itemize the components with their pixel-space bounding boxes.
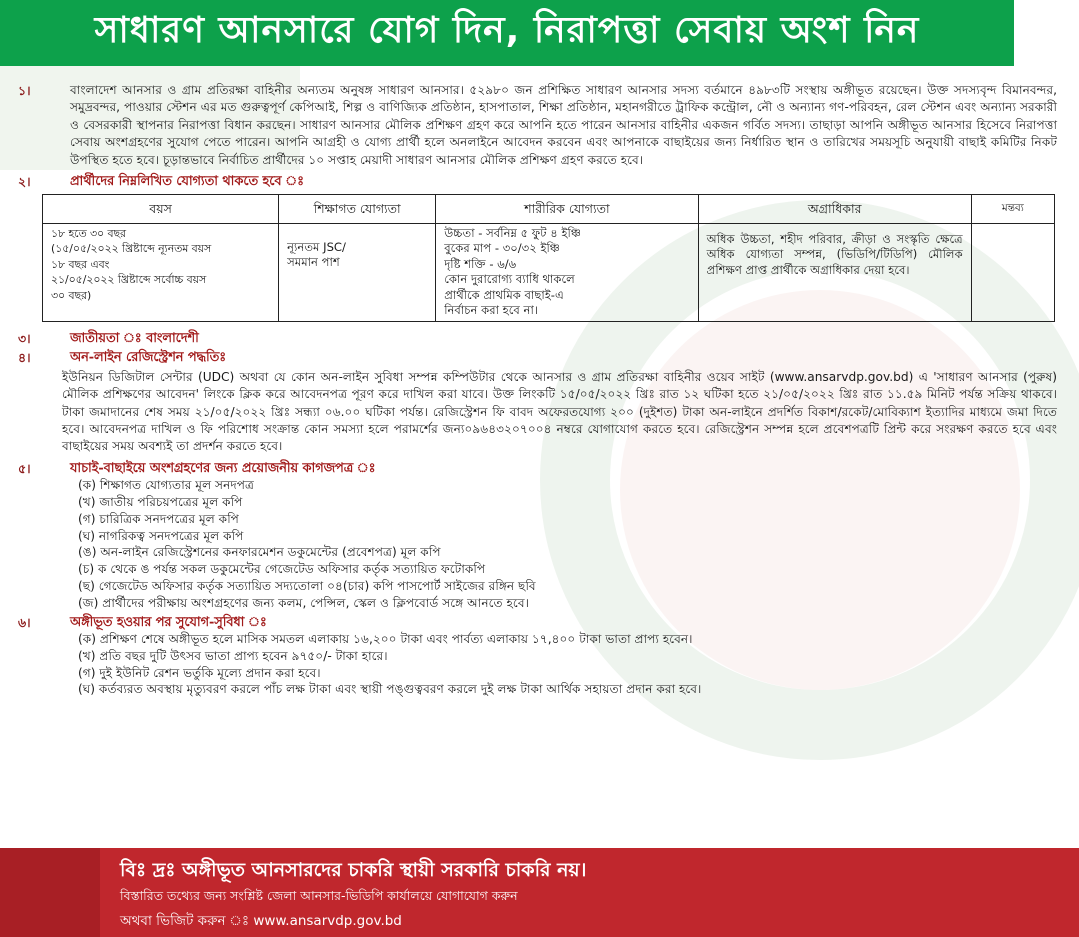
age-line: (১৫/০৫/২০২২ খ্রিষ্টাব্দে ন্যূনতম বয়স <box>51 242 212 256</box>
education-line: ন্যূনতম JSC/ <box>287 239 346 254</box>
physical-line: কোন দুরারোগ্য ব্যাধি থাকলে <box>444 272 575 287</box>
section-6 <box>0 614 1079 631</box>
list-item: (ক) শিক্ষাগত যোগ্যতার মূল সনদপত্র <box>78 478 254 493</box>
list-item: (খ) প্রতি বছর দুটি উৎসব ভাতা প্রাপ্য হবেন ৯৭৫০/- টাকা হারে। <box>78 648 388 663</box>
col-header-education: শিক্ষাগত যোগ্যতা <box>279 195 436 224</box>
age-line: ২১/০৫/২০২২ খ্রিষ্টাব্দে সর্বোচ্চ বয়স <box>51 273 207 287</box>
section-1-text: বাংলাদেশ আনসার ও গ্রাম প্রতিরক্ষা বাহিনীর অন্যতম অনুষঙ্গ সাধারণ আনসার। ৫২৯৮০ জন প্রশিক্ষিত সাধারণ আনসার সদস্য বর্তমানে ৪৯৮৩টি সংস্থায় অঙ্গীভূত রয়েছেন। উক্ত সদস্যবৃন্দ বিমানবন্দর, সমুদ্রবন্দর, পাওয়ার স্টেশন এর মত গুরুত্বপূর্ণ কেপিআই, শিল্প ও বাণিজ্যিক প্রতিষ্ঠান, হাসপাতাল, শিক্ষা প্রতিষ্ঠান, মহানগরীতে ট্রাফিক কন্ট্রোল, নৌ ও অন্যান্য গণ-পরিবহন, রেল স্টেশন এবং অন্যান্য সরকারী ও বেসরকারী স্থাপনার নিরাপত্তা বিধান করছেন। সাধারণ আনসার মৌলিক প্রশিক্ষণ গ্রহণ করে আপনি হতে পারেন আনসার বাহিনীর একজন গর্বিত সদস্য। তাছাড়া আপনি অঙ্গীভূত আনসার হিসেবে নিরাপত্তা সেবায় অংশগ্রহণের সুযোগ পেতে পারেন। আপনি আগ্রহী ও যোগ্য প্রার্থী হলে অনলাইনে আবেদন করবেন এবং আপনাকে বাছাইয়ের জন্য নির্ধারিত স্থান ও তারিখের সময়সূচি অনুযায়ী বাছাই কমিটির নিকট উপস্থিত হতে হবে। চূড়ান্তভাবে নির্বাচিত প্রার্থীদের ১০ সপ্তাহ মেয়াদী সাধারণ আনসার মৌলিক প্রশিক্ষণ গ্রহণ করতে হবে। <box>70 83 1057 167</box>
physical-line: বুকের মাপ - ৩০/৩২ ইঞ্চি <box>444 241 560 256</box>
section-4-body <box>0 369 1079 456</box>
footer-website: অথবা ভিজিট করুন ঃ www.ansarvdp.gov.bd <box>120 913 402 929</box>
footer-left-block <box>0 848 100 937</box>
page-title: সাধারণ আনসারে যোগ দিন, নিরাপত্তা সেবায় অংশ নিন <box>0 0 1014 66</box>
section-4-title: অন-লাইন রেজিস্ট্রেশন পদ্ধতিঃ <box>70 350 227 366</box>
table-row <box>43 223 1055 321</box>
cell-education <box>279 223 436 321</box>
section-number: ৬। <box>18 614 31 630</box>
cell-physical <box>436 223 698 321</box>
cell-age <box>43 223 279 321</box>
section-4-text: ইউনিয়ন ডিজিটাল সেন্টার (UDC) অথবা যে কোন অন-লাইন সুবিধা সম্পন্ন কম্পিউটার থেকে আনসার ও গ্রাম প্রতিরক্ষা বাহিনীর ওয়েব সাইট (www.ansarvdp.gov.bd) এ 'সাধারণ আনসার (পুরুষ) মৌলিক প্রশিক্ষণের আবেদন' লিংকে ক্লিক করে আবেদনপত্র পূরণ করে দাখিল করা যাবে। উক্ত লিংকটি ১৫/০৫/২০২২ খ্রিঃ রাত ১২ ঘটিকা হতে ২১/০৫/২০২২ খ্রিঃ রাত ১১.৫৯ মিনিট পর্যন্ত সক্রিয় থাকবে। টাকা জমাদানের শেষ সময় ২১/০৫/২০২২ খ্রিঃ সন্ধ্যা ০৬.০০ ঘটিকা পর্যন্ত। রেজিস্ট্রেশন ফি বাবদ অফেরতযোগ্য ২০০ (দুইশত) টাকা অন-লাইনে প্রদর্শিত বিকাশ/রকেট/মোবিক্যাশ ইত্যাদির মাধ্যমে জমা দিতে হবে। আবেদনপত্র দাখিল ও ফি পরিশোধ সংক্রান্ত কোন সমস্যা হলে পরামর্শের জন্য০৯৬৪৩২০৭০০৪ নম্বরে যোগাযোগ করতে হবে। রেজিস্ট্রেশন সম্পন্ন হলে প্রবেশপত্রটি প্রিন্ট করে সংরক্ষণ করতে হবে এবং বাছাইয়ের সময় অবশ্যই তা প্রদর্শন করতে হবে। <box>62 369 1057 454</box>
col-header-priority: অগ্রাধিকার <box>698 195 971 224</box>
section-2 <box>0 173 1079 190</box>
section-4 <box>0 349 1079 366</box>
list-item: (চ) ক থেকে ঙ পর্যন্ত সকল ডকুমেন্টের গেজেটেড অফিসার কর্তৃক সত্যায়িত ফটোকপি <box>78 562 486 577</box>
section-3 <box>0 330 1079 347</box>
footer-note: বিঃ দ্রঃ অঙ্গীভূত আনসারদের চাকরি স্থায়ী সরকারি চাকরি নয়। <box>120 859 587 881</box>
col-header-age: বয়স <box>43 195 279 224</box>
list-item: (ঘ) নাগরিকত্ব সনদপত্রের মূল কপি <box>78 528 244 543</box>
list-item: (জ) প্রার্থীদের পরীক্ষায় অংশগ্রহণের জন্য কলম, পেন্সিল, স্কেল ও ক্লিপবোর্ড সঙ্গে আনতে হবে। <box>78 595 529 610</box>
age-line: ৩০ বছর) <box>51 288 92 302</box>
age-line: ১৮ বছর এবং <box>51 257 110 271</box>
eligibility-table <box>42 194 1055 322</box>
section-number: ৪। <box>18 350 31 366</box>
list-item: (গ) চারিত্রিক সনদপত্রের মূল কপি <box>78 511 239 526</box>
documents-list <box>0 477 1079 611</box>
list-item: (ক) প্রশিক্ষণ শেষে অঙ্গীভূত হলে মাসিক সমতল এলাকায় ১৬,২০০ টাকা এবং পার্বত্য এলাকায় ১৭,৪০০ টাকা ভাতা প্রাপ্য হবেন। <box>78 631 693 646</box>
physical-line: দৃষ্টি শক্তি - ৬/৬ <box>444 256 517 271</box>
physical-line: প্রার্থীকে প্রাথমিক বাছাই-এ <box>444 287 564 302</box>
section-5 <box>0 460 1079 477</box>
benefits-list <box>0 631 1079 698</box>
section-3-title: জাতীয়তা ঃ বাংলাদেশী <box>70 330 199 346</box>
education-line: সমমান পাশ <box>287 255 340 270</box>
list-item: (ঙ) অন-লাইন রেজিস্ট্রেশনের কনফারমেশন ডকুমেন্টের (প্রবেশপত্র) মূল কপি <box>78 545 441 560</box>
section-6-title: অঙ্গীভূত হওয়ার পর সুযোগ-সুবিধা ঃ <box>70 614 267 630</box>
section-5-title: যাচাই-বাছাইয়ে অংশগ্রহণের জন্য প্রয়োজনীয় কাগজপত্র ঃ <box>70 460 376 476</box>
list-item: (ছ) গেজেটেড অফিসার কর্তৃক সত্যায়িত সদ্যতোলা ০৪(চার) কপি পাসপোর্ট সাইজের রঙ্গিন ছবি <box>78 578 536 593</box>
section-number: ৫। <box>18 460 31 476</box>
list-item: (গ) দুই ইউনিট রেশন ভর্তুকি মূল্যে প্রদান করা হবে। <box>78 665 321 680</box>
section-1 <box>0 82 1079 169</box>
cell-remarks <box>971 223 1054 321</box>
section-number: ৩। <box>18 330 31 346</box>
col-header-physical: শারীরিক যোগ্যতা <box>436 195 698 224</box>
age-line: ১৮ হতে ৩০ বছর <box>51 226 126 240</box>
notice-body <box>0 72 1079 698</box>
list-item: (খ) জাতীয় পরিচয়পত্রের মূল কপি <box>78 494 243 509</box>
physical-line: নির্বাচন করা হবে না। <box>444 303 538 318</box>
col-header-remarks: মন্তব্য <box>971 195 1054 224</box>
section-2-title: প্রার্থীদের নিম্নলিখিত যোগ্যতা থাকতে হবে ঃ <box>70 174 304 190</box>
section-number: ১। <box>18 83 31 98</box>
footer-contact: বিস্তারিত তথ্যের জন্য সংশ্লিষ্ট জেলা আনসার-ভিডিপি কার্যালয়ে যোগাযোগ করুন <box>120 888 518 903</box>
list-item: (ঘ) কর্তব্যরত অবস্থায় মৃত্যুবরণ করলে পাঁচ লক্ষ টাকা এবং স্থায়ী পঙ্গুত্ববরণ করলে দুই লক্ষ টাকা আর্থিক সহায়তা প্রদান করা হবে। <box>78 682 702 697</box>
section-number: ২। <box>18 174 31 190</box>
footer-banner <box>0 848 1079 937</box>
cell-priority: অধিক উচ্চতা, শহীদ পরিবার, ক্রীড়া ও সংস্কৃতি ক্ষেত্রে অধিক যোগ্যতা সম্পন্ন, (ভিডিপি/টিডিপি) মৌলিক প্রশিক্ষণ প্রাপ্ত প্রার্থীকে অগ্রাধিকার দেয়া হবে। <box>698 223 971 321</box>
physical-line: উচ্চতা - সর্বনিম্ন ৫ ফুট ৪ ইঞ্চি <box>444 225 581 240</box>
